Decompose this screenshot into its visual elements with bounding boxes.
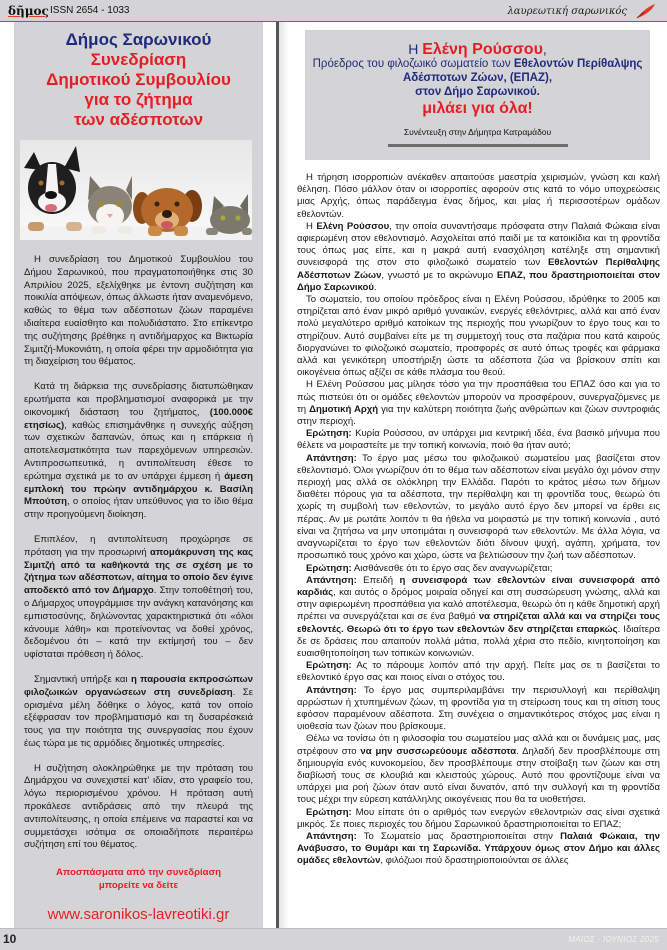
interview-question: Ερώτηση: Αισθάνεσθε ότι το έργο σας δεν αναγνωρίζεται; (306, 562, 553, 574)
byline: Συνέντευξη στην Δήμητρα Κατραμάδου (403, 127, 552, 137)
pets-photo-icon (20, 140, 252, 240)
byline-rule (388, 144, 568, 147)
quill-icon (635, 3, 657, 19)
right-article (291, 22, 667, 928)
page-footer (0, 928, 667, 950)
title-line: για το ζήτημα (84, 90, 193, 109)
article-paragraph: Η συνεδρίαση του Δημοτικού Συμβουλίου του Δήμου Σαρωνικού, που πραγματοποιήθηκε στις 30 Απριλίου 2025, εξελίχθηκε με έντονη συζήτηση και ποικιλία απόψεων, όπως άλλωστε ήταν αναμενόμενο, καθώς το θέμα των αδέσποτων ζώων παραμένει ιδιαίτερα ευαίσθητο και πολυδιάστατο. Στο επίκεντρο της συζήτησης βρέθηκε η αντιδήμαρχος κα Βικτωρία Σιμιτζή-Μυκονιάτη, η οποία φέρει την αρμοδιότητα για τη διαχείριση του θέματος. (24, 254, 253, 368)
interviewee-name: Ελένη Ρούσσου (422, 41, 543, 58)
article-paragraph: Θέλω να τονίσω ότι η φιλοσοφία του σωματείου μας αλλά και οι δυνάμεις μας, μας στρέφουν στο να μην συσσωρεύουμε αδέσποτα. Δηλαδή δεν προσβλέπουμε στη δημιουργία ενός κυνοκομείου, δεν προσβλέπουμε στην στοίβαξη των ζώων και στη διαβίωσή τους σε κλουβιά και κλειστούς χώρους. Αυτό που φροντίζουμε είναι να υπάρχει μια ροή ζώων όταν αυτό είναι δυνατόν, από την συλλογή και τη φροντίδα τους μέχρι την εύρεση κατάλληλης οικογένειας που θα τα υιοθετήσει. (297, 733, 660, 806)
website-link[interactable]: www.saronikos-lavreotiki.gr (47, 906, 230, 924)
column-shadow (279, 22, 289, 928)
title-line: των αδέσποτων (73, 110, 204, 129)
title-line: Συνεδρίαση (90, 50, 187, 69)
interview-question: Ερώτηση: Ας το πάρουμε λοιπόν από την αρχή. Πείτε μας σε τι βασίζεται το εθελοντικό έργο σας και ποιος είναι ο στόχος του. (297, 660, 660, 684)
issue-date: ΜΑΙΟΣ - ΙΟΥΝΙΟΣ 2025 (568, 935, 659, 944)
article-paragraph: Η Ελένη Ρούσσου μας μίλησε τόσο για την προσπάθεια του ΕΠΑΖ όσο και για το πώς πιστεύει ότι οι ομάδες εθελοντών μπορούν να προσφέρουν, συνεργαζόμενες με τη Δημοτική Αρχή για την καλύτερη ποιότητα ζωής ανθρώπων και ζώων συντροφιάς στην περιοχή. (297, 379, 660, 428)
page-number: 10 (3, 932, 17, 946)
subheadline-location: στον Δήμο Σαρωνικού. (415, 86, 540, 98)
issn-label: ISSN 2654 - 1033 (50, 5, 130, 16)
title-line: Δημοτικού Συμβουλίου (46, 70, 231, 89)
interview-question: Ερώτηση: Μου είπατε ότι ο αριθμός των ενεργών εθελοντριών σας είναι σχετικά μικρός. Σε ποιες περιοχές του δήμου Σαρωνικού δραστηριοποιείται το ΕΠΑΖ; (297, 806, 660, 830)
interview-question: Ερώτηση: Κυρία Ρούσσου, αν υπάρχει μια κεντρική ιδέα, ένα βασικό μήνυμα που θέλετε να μοιραστείτε με την τοπική κοινωνία, ποιό θα ήταν αυτό; (297, 428, 660, 452)
headline: Η Ελένη Ρούσσου, (408, 41, 547, 58)
article-paragraph: Σημαντική υπήρξε και η παρουσία εκπροσώπων φιλοζωικών οργανώσεων στη συνεδρίαση. Σε ορισμένα μέλη δόθηκε ο λόγος, κατά τον οποίο εξέφρασαν τον προβληματισμό και τη δυσαρέσκειά τους για την ποιότητα της συνεργασίας που έχουν έως τώρα με τις αρμόδιες δημοτικές υπηρεσίες. (24, 673, 254, 749)
publication-name: λαυρεωτική σαρωνικός (507, 6, 627, 17)
left-article-panel (14, 22, 263, 928)
article-paragraph: Το σωματείο, του οποίου πρόεδρος είναι η Ελένη Ρούσσου, ιδρύθηκε το 2005 και στηρίζεται από έναν μικρό αριθμό γυναικών, ενεργές εθελόντριες, αλλά και από έναν πολύ μεγαλύτερο αριθμό κατοίκων της περιοχής που γνωρίζουν το έργο τους και το στηρίζουν. Αυτό συμβαίνει είτε με τη συμμετοχή τους στα παζάρια που κατά καιρούς διοργανώνει το φιλοζωικό σωματείο, προσφορές σε αυτό όπως τροφές και φάρμακα αλλά και γενικότερη υποστήριξη ώστε τα αδέσποτα ζώα να βρίσκουν σπίτι και οικογένεια όπως αξίζει σε κάθε πλάσμα του θεού. (297, 294, 660, 379)
interview-body (297, 172, 660, 868)
headline-kicker: μιλάει για όλα! (422, 100, 533, 117)
interview-headline-box (305, 30, 650, 160)
brand-logo: δῆμος (8, 4, 49, 18)
interview-answer: Απάντηση: Το έργο μας συμπεριλαμβάνει την περισυλλογή και περίθαλψη αρρώστων ή χτυπημένων ζώων, τη φροντίδα για τη στείρωση τους και τη σίτιση τους εφόσον παραμένουν αδέσποτα. Στη συνέχεια ο σημαντικότερος στόχος μας είναι η υιοθεσία των ζώων που βρίσκουμε. (297, 684, 660, 733)
video-clips-note: Αποσπάσματα από την συνεδρίαση μπορείτε να δείτε (56, 867, 221, 892)
article-paragraph: Η Ελένη Ρούσσου, την οποία συναντήσαμε πρόσφατα στην Παλαιά Φώκαια είναι αφιερωμένη στον εθελοντισμό. Ασχολείται από παιδί με τα κατοικίδια και τη φροντίδα τους όπως μας είπε, και η μακρά αυτή ενασχόληση κατέληξε στη σημαντική συνεισφορά της στον στο φιλοζωικό σωματείο των Εθελοντών Περίθαλψης Αδέσποτων Ζώων, γνωστό με το ακρώνυμο ΕΠΑΖ, που δραστηριοποιείται στον Δήμο Σαρωνικού. (297, 220, 660, 293)
interview-answer: Απάντηση: Το Σωματείο μας δραστηριοποιείται στην Παλαιά Φώκαια, την Ανάβυσσο, το Θυμάρι και τη Σαρωνίδα. Υπάρχουν όμως στον Δήμο και άλλες ομάδες εθελοντών, φιλόζωοι πού δραστηριοποιούνται σε άλλες (297, 830, 660, 867)
article-paragraph: Η συζήτηση ολοκληρώθηκε με την πρόταση του Δημάρχου να συνεχιστεί κατ’ ιδίαν, στο γραφείο του, λόγω περιορισμένου χρόνου. Η πρόταση αυτή προκάλεσε αντιδράσεις από την πλευρά της αντιπολίτευσης, η οποία επέμεινε να παραστεί και να συμμετάσχει ισότιμα σε οποιαδήποτε περαιτέρω συζήτηση επί του θέματος. (24, 762, 253, 851)
subheadline: Πρόεδρος του φιλοζωικό σωματείο των Εθελοντών Περίθαλψης Αδέσποτων Ζώων, (ΕΠΑΖ), (312, 58, 643, 84)
interview-answer: Απάντηση: Επειδή η συνεισφορά των εθελοντών είναι συνεισφορά από καρδιάς, και αυτός ο δρόμος μοιραία οδηγεί και στη συσσώρευση γνώσης, αλλά και στην αφιερωμένη προσπάθεια για καλό αποτέλεσμα, θεωρώ ότι η κάθε δημοτική αρχή πρέπει να συνεργάζεται και σε ένα βαθμό να στηρίζεται αλλά και να στηρίζει τους εθελοντές. Θεωρώ ότι το έργο των εθελοντών δεν στηρίζεται επαρκώς. Ιδιαίτερα δε σε δράσεις που απαιτούν πολλά μάτια, πολλά χέρια στο πεδίο, κινητοποίηση και ευαισθητοποίηση των τοπικών κοινωνιών. (297, 574, 660, 659)
article-paragraph: Η τήρηση ισορροπιών ανέκαθεν απαιτούσε μαεστρία χειρισμών, γνώση και καλή θέληση. Πόσο μάλλον όταν οι ισορροπίες αφορούν στις κατά το νόμο υποχρεώσεις μιας Αρχής, όπως παράδειγμα ένας δήμος, και μίας ή περισσοτέρων ομάδων εθελοντών. (297, 172, 660, 220)
article-paragraph: Κατά τη διάρκεια της συνεδρίασης διατυπώθηκαν ερωτήματα και προβληματισμοί αναφορικά με την οικονομική διάσταση του ζητήματος, (100.000€ ετησίως), καθώς επισημάνθηκε η συνεχής αύξηση των σχετικών δαπανών, όπως και η επάρκεια ή αποτελεσματικότητα των παρεχόμενων υπηρεσιών. Αντιπροσωπευτικά, η αντιπολίτευση έθεσε το ερώτημα σχετικά με το αν υπάρχει έμμεση ή άμεση εμπλοκή του πρώην αντιδημάρχου κ. Βασίλη Μπούτση, ο οποίος ήταν υπεύθυνος για το ίδιο θέμα στην προηγούμενη διοίκηση. (24, 381, 253, 521)
article-paragraph: Επιπλέον, η αντιπολίτευση προχώρησε σε πρόταση για την προσωρινή απομάκρυνση της κας Σιμιτζή από τα καθήκοντά της σε σχέση με το ζήτημα των αδέσποτων, αίτημα το οποίο δεν έγινε αποδεκτό από τον Δήμαρχο. Στην τοποθέτησή του, ο Δήμαρχος υπογράμμισε την ανάγκη κατανόησης και εμπιστοσύνης, δηλώνοντας χαρακτηριστικά ότι «όλοι κάνουμε λάθη» και προτείνοντας να δοθεί χρόνος, δεδομένου ότι – κατά την εκτίμησή του – δεν υφίσταται πρόθεση ή δόλος. (24, 533, 253, 661)
left-article-title (14, 30, 263, 130)
title-line: Δήμος Σαρωνικού (65, 30, 212, 49)
page-header (0, 0, 667, 22)
interview-answer: Απάντηση: Το έργο μας μέσω του φιλοζωικού σωματείου μας βασίζεται στον εθελοντισμό. Όλοι γνωρίζουν ότι το θέμα των αδέσποτων είναι μεγάλο όχι μόνον στην περιοχή μας αλλά σε ολόκληρη την Ελλάδα. Παρότι το κράτος μέσω των δήμων διαθέτει πόρους για τα αδέσποτα, την περίθαλψη και τη φροντίδα τους, θεωρώ ότι χωρίς τη συμβολή των εθελοντών, το μεγάλο αυτό έργο δεν μπορεί να έρθει εις πέρας. Αν με ρωτάτε λοιπόν τι θα ήθελα να μοιραστώ με την τοπική κοινωνία , αυτό είναι να ζητήσω να μην υποτιμάται η συνεισφορά των εθελοντών. Με άλλα λόγια, να αναγνωρίζεται το έργο των εθελοντών διότι δίνουν ψυχή, αγάπη, χρήματα, τον προσωπικό τους χρόνο και χώρο, ώστε να βελτιώσουν την ζωή των αδέσποτων. (297, 452, 660, 562)
